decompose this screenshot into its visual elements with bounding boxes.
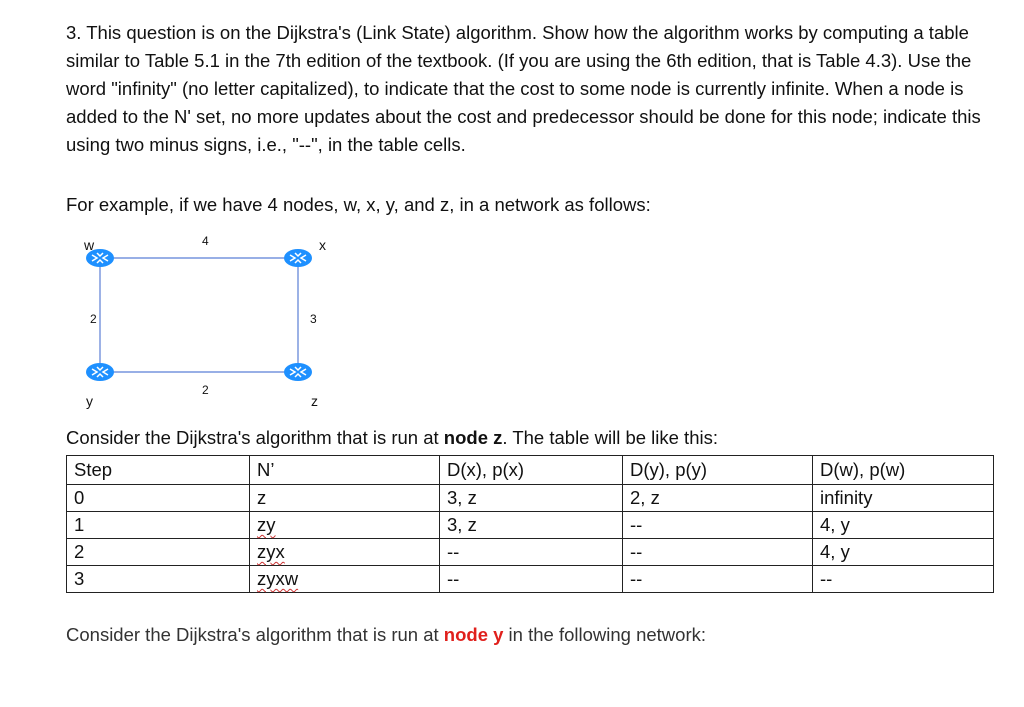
table-cell: -- (440, 566, 623, 593)
router-icon-y (86, 363, 114, 381)
table-header-row (67, 456, 994, 485)
table-row (67, 539, 994, 566)
table-cell: 4, y (813, 539, 994, 566)
table-cell: z (250, 485, 440, 512)
table-cell: -- (440, 539, 623, 566)
table-cell: 3, z (440, 512, 623, 539)
table-row (67, 566, 994, 593)
table-cell: 3, z (440, 485, 623, 512)
question-text: 3. This question is on the Dijkstra's (Link State) algorithm. Show how the algorithm works by computing a table similar to Table 5.1 in the 7th edition of the textbook. (If you are using the 6th edition, that is Table 4.3). Use the word "infinity" (no letter capitalized), to indicate that the cost to some node is currently infinite. When a node is added to the N' set, no more updates about the cost and predecessor should be done for this node; indicate this using two minus signs, i.e., "--", in the table cells. (66, 22, 981, 155)
node-z-emphasis: node z (443, 427, 503, 448)
table-cell: -- (623, 566, 813, 593)
table-cell: zy (250, 512, 440, 539)
consider-node-z-text: Consider the Dijkstra's algorithm that is run at node z. The table will be like this: (66, 427, 718, 448)
node-label-x: x (319, 237, 326, 253)
table-cell: infinity (813, 485, 994, 512)
table-cell: 2, z (623, 485, 813, 512)
consider-node-y-text: Consider the Dijkstra's algorithm that is run at node y in the following network: (66, 624, 707, 645)
table-cell: 3 (67, 566, 250, 593)
table-cell: 4, y (813, 512, 994, 539)
table-cell: 0 (67, 485, 250, 512)
header-n-prime: N’ (250, 456, 440, 485)
table-cell: -- (623, 539, 813, 566)
router-icon-z (284, 363, 312, 381)
table-cell: 1 (67, 512, 250, 539)
table-cell: -- (813, 566, 994, 593)
node-y-highlight: node y (443, 624, 504, 645)
table-cell: -- (623, 512, 813, 539)
node-label-y: y (86, 393, 93, 409)
table-cell: zyx (250, 539, 440, 566)
node-label-w: w (84, 237, 95, 253)
dijkstra-table (66, 455, 994, 593)
table-row (67, 485, 994, 512)
header-dx-px: D(x), p(x) (440, 456, 623, 485)
edge-cost-y-z: 2 (202, 383, 209, 397)
edge-cost-w-x: 4 (202, 234, 209, 248)
example-intro: For example, if we have 4 nodes, w, x, y, and z, in a network as follows: (66, 194, 651, 215)
network-diagram (66, 228, 356, 413)
router-icon-x (284, 249, 312, 267)
header-dw-pw: D(w), p(w) (813, 456, 994, 485)
table-cell: zyxw (250, 566, 440, 593)
header-dy-py: D(y), p(y) (623, 456, 813, 485)
edge-cost-x-z: 3 (310, 312, 317, 326)
table-row (67, 512, 994, 539)
header-step: Step (67, 456, 250, 485)
table-cell: 2 (67, 539, 250, 566)
edge-cost-w-y: 2 (90, 312, 97, 326)
node-label-z: z (311, 393, 318, 409)
